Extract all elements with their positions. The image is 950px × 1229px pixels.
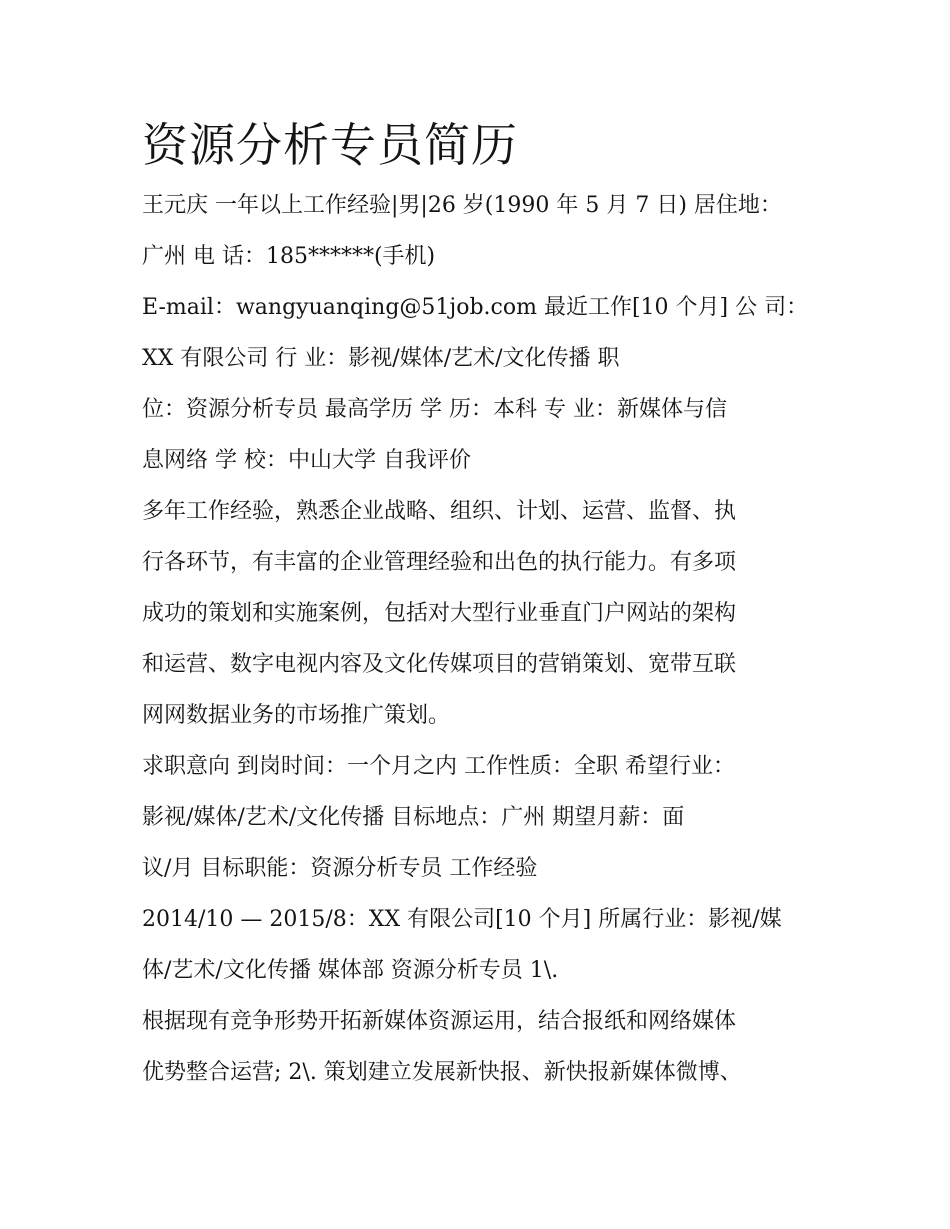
text-line: 优势整合运营; 2\. 策划建立发展新快报、新快报新媒体微博、: [142, 1060, 742, 1085]
text-line: 和运营、数字电视内容及文化传媒项目的营销策划、宽带互联: [142, 652, 737, 677]
paragraph-job-intention: [142, 741, 822, 894]
text-line: 行各环节，有丰富的企业管理经验和出色的执行能力。有多项: [142, 550, 737, 575]
text-line: 根据现有竞争形势开拓新媒体资源运用，结合报纸和网络媒体: [142, 1009, 737, 1034]
text-line: 多年工作经验，熟悉企业战略、组织、计划、运营、监督、执: [142, 499, 737, 524]
text-line: 位：资源分析专员 最高学历 学 历：本科 专 业：新媒体与信: [142, 397, 727, 422]
text-line: XX 有限公司 行 业：影视/媒体/艺术/文化传播 职: [142, 346, 620, 371]
text-line: 王元庆 一年以上工作经验|男|26 岁(1990 年 5 月 7 日) 居住地：: [142, 193, 782, 218]
text-line: 体/艺术/文化传播 媒体部 资源分析专员 1\.: [142, 958, 559, 983]
paragraph-contact-education: [142, 282, 822, 486]
paragraph-work-experience: [142, 894, 822, 996]
text-line: 2014/10 — 2015/8：XX 有限公司[10 个月] 所属行业：影视/媒: [142, 907, 782, 932]
text-line: 网网数据业务的市场推广策划。: [142, 703, 451, 728]
paragraph-personal-info: [142, 180, 822, 282]
paragraph-self-evaluation: [142, 486, 822, 741]
paragraph-responsibilities: [142, 996, 822, 1098]
text-line: 广州 电 话：185******(手机): [142, 244, 436, 269]
document-body: [142, 110, 822, 1098]
text-line: 成功的策划和实施案例，包括对大型行业垂直门户网站的架构: [142, 601, 737, 626]
document-title: 资源分析专员简历: [142, 118, 518, 172]
text-line: 息网络 学 校：中山大学 自我评价: [142, 448, 471, 473]
text-line: 议/月 目标职能：资源分析专员 工作经验: [142, 856, 538, 881]
text-line: 影视/媒体/艺术/文化传播 目标地点：广州 期望月薪：面: [142, 805, 685, 830]
text-line: 求职意向 到岗时间：一个月之内 工作性质：全职 希望行业：: [142, 754, 735, 779]
text-line: E-mail：wangyuanqing@51job.com 最近工作[10 个月] 公 司：: [142, 295, 809, 320]
